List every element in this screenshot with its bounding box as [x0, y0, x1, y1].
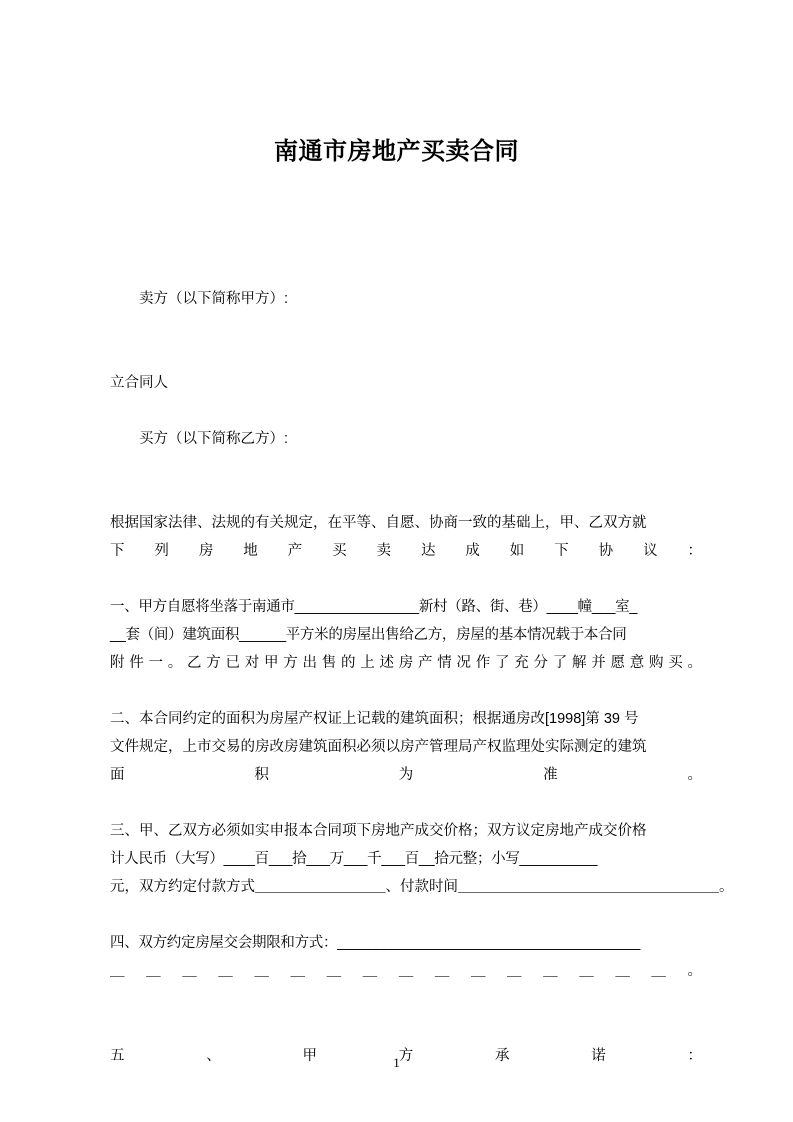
clause-char: 上 [360, 655, 375, 671]
clause-char: 方 [398, 1048, 414, 1064]
clause-two-line-3 [110, 761, 702, 789]
clause-char: 愿 [610, 655, 625, 671]
blank-char: ＿ [254, 963, 269, 979]
clause-char: 款 [211, 879, 226, 895]
clause-char: 甲 [302, 1048, 317, 1064]
buyer-line: 买方（以下简称乙方）: [139, 431, 289, 447]
blank-char: ＿ [543, 963, 558, 979]
clause-char: 。 [167, 655, 183, 671]
clause-char: 面 [110, 767, 125, 783]
clause-char: 付 [197, 879, 212, 895]
clause-char: 准 [543, 767, 558, 783]
clause-char: 乙 [187, 655, 202, 671]
blank-char: ＿ [579, 963, 594, 979]
clause-char: 产 [418, 655, 433, 671]
clause-char: 诺 [591, 1048, 606, 1064]
blank-char: ＿ [398, 963, 414, 979]
clause-char: 情 [437, 655, 452, 671]
clause-char: 况 [456, 655, 471, 671]
blank-char: ＿ [362, 963, 378, 979]
spacer [110, 985, 702, 1042]
clause-char: 方 [206, 655, 221, 671]
preamble-char: 下 [110, 543, 125, 559]
blank-char: ＿ [507, 963, 522, 979]
clause-char: ， [124, 879, 139, 895]
clause-three-line-1: 三、甲、乙双方必须如实申报本合同项下房地产成交价格；双方议定房地产成交价格 [110, 823, 647, 839]
preamble-char: 达 [420, 543, 436, 559]
blank-char: ＿ [651, 963, 666, 979]
clause-char: 一 [148, 655, 163, 671]
preamble-char: 如 [509, 543, 525, 559]
clause-char: 附 [110, 655, 125, 671]
spacer [110, 565, 702, 593]
blank-char: ＿ [110, 963, 125, 979]
preamble-char: 协 [598, 543, 614, 559]
clause-char: 双 [139, 879, 154, 895]
page-number: 1 [393, 1055, 400, 1070]
seller-line: 卖方（以下简称甲方）: [139, 291, 289, 307]
preamble-line-1: 根据国家法律、法规的有关规定，在平等、自愿、协商一致的基础上，甲、乙双方就 [110, 515, 647, 531]
clause-char: 积 [254, 767, 269, 783]
blank-char: ＿ [470, 963, 486, 979]
spacer [110, 313, 702, 369]
clause-char: 时 [429, 879, 444, 895]
spacer [110, 789, 702, 817]
spacer [110, 453, 702, 509]
clause-char: 意 [629, 655, 645, 671]
clause-char: 件 [129, 655, 144, 671]
blank-char: ＿ [218, 963, 233, 979]
clause-char: 买 [668, 655, 683, 671]
clause-char: 了 [552, 655, 568, 671]
document-body [110, 285, 734, 1070]
clause-char: 解 [572, 655, 587, 671]
preamble-char: 地 [243, 543, 258, 559]
clause-char: 定 [182, 879, 197, 895]
clause-char: 。 [687, 655, 702, 671]
clause-char: 的 [341, 655, 356, 671]
clause-three-line-2: 计人民币（大写）____百___拾___万___千___百__拾元整；小写__________ [110, 851, 598, 867]
preamble-line-2 [110, 537, 702, 565]
clause-char: 房 [398, 655, 414, 671]
clause-char: 对 [244, 655, 260, 671]
clause-char: 了 [495, 655, 510, 671]
clause-char: 为 [398, 767, 414, 783]
clause-char: 作 [475, 655, 491, 671]
clause-char: 承 [495, 1048, 510, 1064]
preamble-char: 卖 [376, 543, 392, 559]
preamble-char: ： [687, 543, 702, 559]
clause-one-line-2: __套（间）建筑面积______平方米的房屋出售给乙方，房屋的基本情况载于本合同 [110, 627, 627, 643]
blank-char: ＿ [146, 963, 161, 979]
payment-time-blank: ＿＿＿＿＿＿＿＿＿＿＿＿＿＿＿＿＿＿ [458, 879, 719, 895]
clause-char: 购 [649, 655, 664, 671]
clause-three-line-3 [110, 873, 734, 901]
clause-char: 、 [385, 879, 400, 895]
clause-char: 、 [206, 1048, 221, 1064]
clause-char: 间 [443, 879, 458, 895]
blank-char: ＿ [434, 963, 450, 979]
clause-char: 并 [591, 655, 606, 671]
spacer [110, 901, 702, 929]
clause-char: 售 [321, 655, 337, 671]
clause-one-line-3 [110, 649, 702, 677]
clause-char: 分 [533, 655, 548, 671]
preamble-char: 房 [198, 543, 214, 559]
clause-char: 付 [400, 879, 415, 895]
payment-method-blank: ＿＿＿＿＿＿＿＿＿ [255, 879, 386, 895]
clause-char: 述 [379, 655, 394, 671]
spacer [110, 677, 702, 705]
preamble-char: 产 [287, 543, 303, 559]
preamble-char: 成 [465, 543, 480, 559]
clause-char: 。 [719, 879, 734, 895]
blank-char: ＿ [615, 963, 630, 979]
clause-char: 方 [226, 879, 241, 895]
clause-char: 款 [414, 879, 429, 895]
clause-two-line-1: 二、本合同约定的面积为房屋产权证上记载的建筑面积；根据通房改[1998]第 39 号 [110, 711, 639, 727]
blank-char: ＿ [182, 963, 197, 979]
preamble-char: 列 [154, 543, 169, 559]
clause-char: 五 [110, 1048, 125, 1064]
clause-four-line-1: 四、双方约定房屋交会期限和方式：_______________________________________ [110, 935, 641, 951]
preamble-char: 买 [332, 543, 347, 559]
preamble-char: 下 [554, 543, 569, 559]
clause-char: 充 [514, 655, 529, 671]
spacer [110, 397, 702, 425]
clause-char: 甲 [264, 655, 279, 671]
page-title: 南通市房地产买卖合同 [274, 138, 519, 165]
clause-one-line-1: 一、甲方自愿将坐落于南通市________________新村（路、街、巷）____幢___室_ [110, 599, 638, 615]
clause-four-line-2 [110, 957, 702, 985]
clause-char: 式 [240, 879, 255, 895]
clause-char: 约 [168, 879, 183, 895]
contract-maker-label: 立合同人 [110, 375, 168, 391]
clause-char: 出 [302, 655, 317, 671]
clause-char: 元 [110, 879, 125, 895]
blank-char: ＿ [290, 963, 305, 979]
clause-char: 。 [687, 767, 702, 783]
clause-char: 已 [225, 655, 240, 671]
preamble-char: 议 [643, 543, 658, 559]
clause-char: 方 [283, 655, 298, 671]
clause-two-line-2: 文件规定，上市交易的房改房建筑面积必须以房产管理局产权监理处实际测定的建筑 [110, 739, 647, 755]
clause-char: ： [687, 1048, 702, 1064]
blank-char: ＿ [326, 963, 342, 979]
clause-char: 方 [153, 879, 168, 895]
blank-char: 。 [687, 963, 702, 979]
